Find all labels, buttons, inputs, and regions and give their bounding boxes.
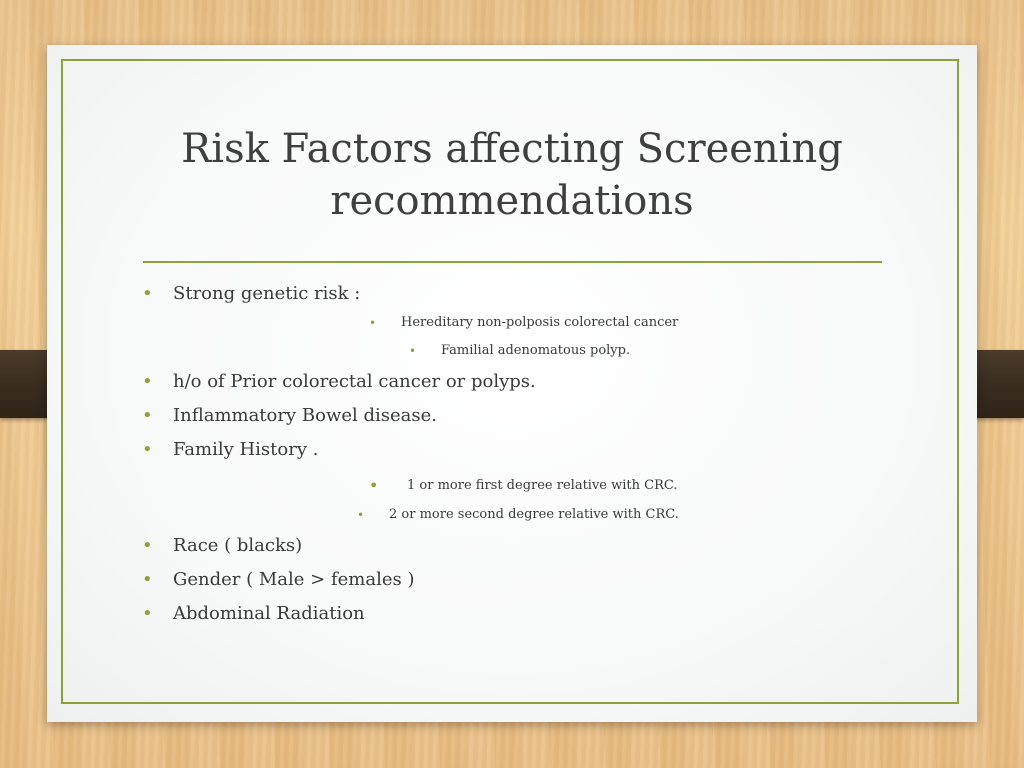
bullet-dot: • (142, 283, 153, 304)
bullet-dot: • (142, 439, 153, 460)
bullet-text: 2 or more second degree relative with CRC. (389, 507, 679, 522)
bullet-text: Abdominal Radiation (173, 603, 365, 624)
bullet-text: Gender ( Male > females ) (173, 569, 415, 590)
bullet-text: Strong genetic risk : (173, 283, 361, 304)
bullet-dot: • (142, 405, 153, 426)
bullet-dot: • (369, 316, 377, 330)
slide (47, 45, 977, 722)
bullet-text: Hereditary non-polposis colorectal cancer (401, 315, 679, 330)
bullet-text: h/o of Prior colorectal cancer or polyps. (173, 371, 536, 392)
bullet-dot: • (142, 535, 153, 556)
slide-title (147, 123, 877, 227)
bullet-text: Family History . (173, 439, 319, 460)
bullet-dot: • (142, 371, 153, 392)
bullet-dot: • (409, 344, 417, 358)
bullet-dot: • (357, 508, 365, 522)
title-line-1: Risk Factors affecting Screening (181, 126, 843, 172)
bullet-text: Race ( blacks) (173, 535, 303, 556)
title-divider (143, 261, 882, 263)
title-line-2: recommendations (330, 178, 694, 224)
bullet-text: Familial adenomatous polyp. (441, 343, 631, 358)
bullet-text: 1 or more first degree relative with CRC. (407, 478, 678, 493)
bullet-dot: • (142, 569, 153, 590)
bullet-text: Inflammatory Bowel disease. (173, 405, 437, 426)
bullet-dot: • (369, 476, 379, 495)
bullet-dot: • (142, 603, 153, 624)
